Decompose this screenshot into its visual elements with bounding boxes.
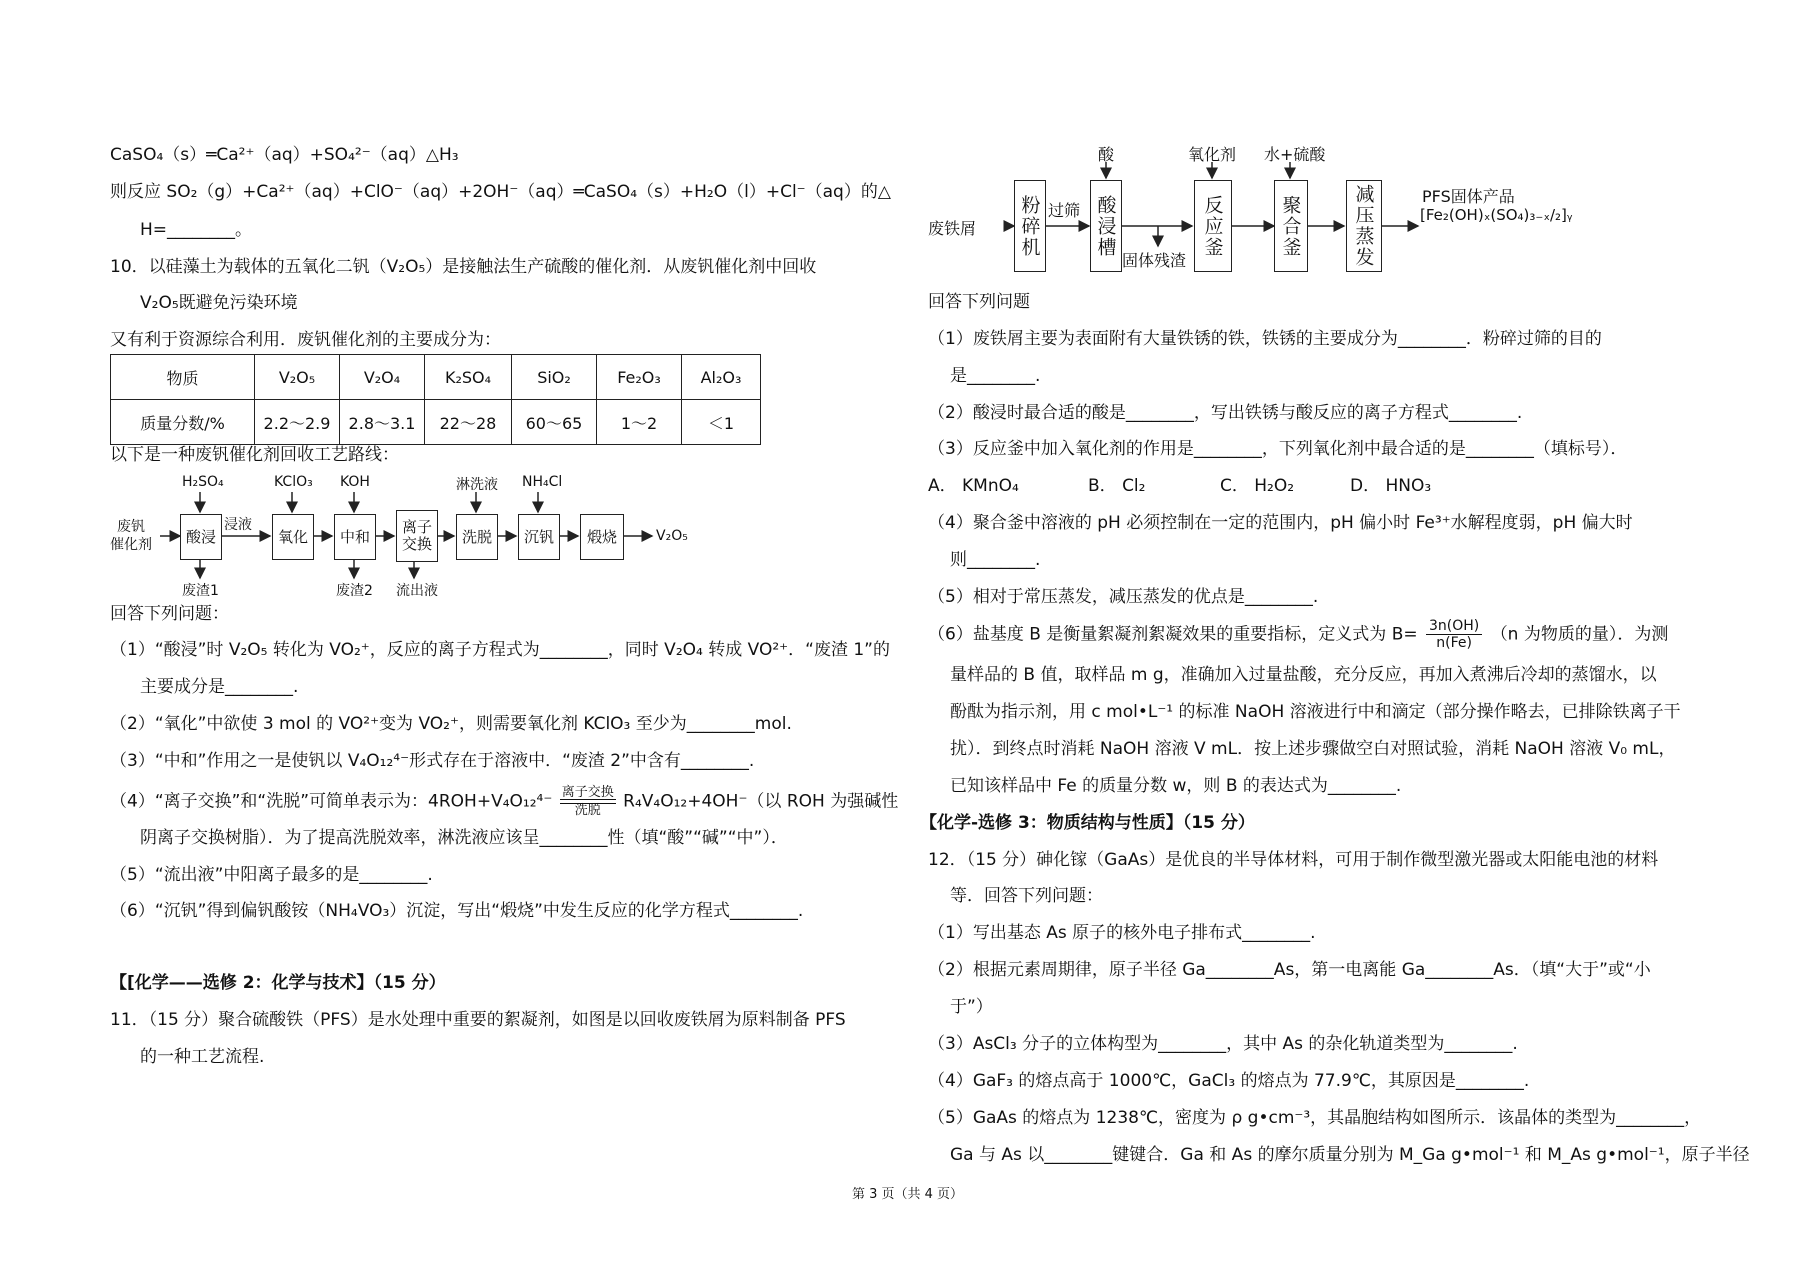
flow-mid-label: 浸液 [224, 517, 252, 533]
reversible-arrow [560, 786, 616, 817]
table-cell: Al₂O₃ [682, 355, 761, 400]
q10-part1-b: 主要成分是________. [140, 677, 299, 697]
table-cell: 2.8～3.1 [340, 400, 425, 445]
option-c: C． H₂O₂ [1220, 476, 1295, 496]
table-row [111, 400, 761, 445]
q12-part5-b: Ga 与 As 以________键键合．Ga 和 As 的摩尔质量分别为 M_Ga g•mol⁻¹ 和 M_As g•mol⁻¹，原子半径 [950, 1145, 1750, 1165]
q11-stem-2: 的一种工艺流程. [140, 1047, 265, 1067]
q11-part5: （5）相对于常压蒸发，减压蒸发的优点是________. [928, 587, 1319, 607]
option-b: B． Cl₂ [1088, 476, 1146, 496]
q10-part4-a [110, 786, 898, 817]
q11-part4-b: 则________. [950, 550, 1041, 570]
flow-top-h2so4: H₂SO₄ [182, 474, 224, 490]
pfs-step-vacuum-evap: 减压蒸发 [1346, 180, 1382, 272]
q12-part5-a: （5）GaAs 的熔点为 1238℃，密度为 ρ g•cm⁻³，其晶胞结构如图所示．该晶体的类型为________， [928, 1108, 1702, 1128]
table-cell: 2.2～2.9 [255, 400, 340, 445]
flow-start: 废钒 催化剂 [110, 519, 152, 553]
flow-bottom-residue2: 废渣2 [336, 583, 373, 599]
table-cell: 物质 [111, 355, 255, 400]
q12-part4: （4）GaF₃ 的熔点高于 1000℃，GaCl₃ 的熔点为 77.9℃，其原因是________. [928, 1071, 1530, 1091]
q11-part6-pre: （6）盐基度 B 是衡量絮凝剂絮凝效果的重要指标，定义式为 B= [928, 624, 1418, 645]
q10-part1-a: （1）“酸浸”时 V₂O₅ 转化为 VO₂⁺，反应的离子方程式为________，同时 V₂O₄ 转成 VO²⁺．“废渣 1”的 [110, 640, 890, 660]
q12-part3: （3）AsCl₃ 分子的立体构型为________，其中 As 的杂化轨道类型为________. [928, 1034, 1518, 1054]
flow-arrows [110, 470, 910, 600]
flow-top-nh4cl: NH₄Cl [522, 474, 563, 490]
pfs-step-grinder: 粉碎机 [1014, 180, 1046, 272]
table-cell: 22～28 [425, 400, 512, 445]
q11-options [928, 474, 1431, 498]
flow-top-koh: KOH [340, 474, 370, 490]
q11-part6-b: 量样品的 B 值，取样品 m g，准确加入过量盐酸，充分反应，再加入煮沸后冷却的蒸馏水，以 [950, 665, 1657, 685]
flow-end: V₂O₅ [656, 528, 688, 544]
table-cell: 1～2 [597, 400, 682, 445]
q10-stem-3: 又有利于资源综合利用．废钒催化剂的主要成分为： [110, 330, 501, 350]
pfs-top-acid: 酸 [1098, 145, 1115, 164]
table-cell: SiO₂ [512, 355, 597, 400]
table-cell: 60～65 [512, 400, 597, 445]
vanadium-flowchart [110, 470, 910, 600]
q11-part6-post: （n 为物质的量）．为测 [1490, 624, 1669, 645]
option-a: A． KMnO₄ [928, 476, 1019, 496]
pfs-product: PFS固体产品 [1422, 187, 1515, 206]
table-header-row [111, 355, 761, 400]
q11-part6-d: 扰）．到终点时消耗 NaOH 溶液 V mL．按上述步骤做空白对照试验，消耗 NaOH 溶液 V₀ mL， [950, 739, 1676, 759]
table-cell: 质量分数/% [111, 400, 255, 445]
q12-part1: （1）写出基态 As 原子的核外电子排布式________. [928, 923, 1316, 943]
q12-part2-a: （2）根据元素周期律，原子半径 Ga________As，第一电离能 Ga________As．（填“大于”或“小 [928, 960, 1651, 980]
table-cell: V₂O₄ [340, 355, 425, 400]
flow-step-acid-leach: 酸浸 [180, 514, 222, 560]
pfs-mid-label: 过筛 [1048, 201, 1081, 220]
eq-line-2: 则反应 SO₂（g）+Ca²⁺（aq）+ClO⁻（aq）+2OH⁻（aq）═CaSO₄（s）+H₂O（l）+Cl⁻（aq）的△ [110, 182, 891, 202]
q10-part4-pre: （4）“离子交换”和“洗脱”可简单表示为：4ROH+V₄O₁₂⁴⁻ [110, 791, 553, 812]
route-title: 以下是一种废钒催化剂回收工艺路线： [110, 445, 399, 465]
pfs-step-polymer-kettle: 聚合釜 [1274, 180, 1308, 272]
option-d: D． HNO₃ [1350, 476, 1432, 496]
table-cell: K₂SO₄ [425, 355, 512, 400]
q11-stem-1: 11．（15 分）聚合硫酸铁（PFS）是水处理中重要的絮凝剂，如图是以回收废铁屑为原料制备 PFS [110, 1010, 846, 1030]
section-heading-2: 【[化学——选修 2：化学与技术】（15 分） [110, 973, 446, 993]
pfs-top-water-acid: 水+硫酸 [1264, 145, 1326, 164]
eq-line-1: CaSO₄（s）═Ca²⁺（aq）+SO₄²⁻（aq）△H₃ [110, 145, 459, 165]
pfs-step-reactor: 反应釜 [1194, 180, 1232, 272]
q11-part6-a [928, 618, 1668, 651]
pfs-flowchart [928, 140, 1728, 280]
pfs-step-leach-tank: 酸浸槽 [1090, 180, 1122, 272]
flow-bottom-effluent: 流出液 [396, 583, 438, 599]
q11-part1-b: 是________. [950, 366, 1041, 386]
table-cell: Fe₂O₃ [597, 355, 682, 400]
q12-stem-2: 等．回答下列问题： [950, 886, 1103, 906]
flow-step-elute: 洗脱 [456, 514, 498, 560]
flow-top-wash: 淋洗液 [456, 477, 498, 493]
fraction-denominator: n(Fe) [1436, 635, 1472, 651]
q10-part5: （5）“流出液”中阳离子最多的是________. [110, 865, 433, 885]
q12-stem-1: 12．（15 分）砷化镓（GaAs）是优良的半导体材料，可用于制作微型激光器或太阳能电池的材料 [928, 850, 1659, 870]
flow-step-calcine: 煅烧 [580, 514, 624, 560]
q10-stem-2: V₂O₅既避免污染环境 [140, 293, 298, 313]
pfs-flow-start: 废铁屑 [928, 219, 977, 238]
eq-line-3: H=________。 [140, 220, 253, 240]
q11-part1-a: （1）废铁屑主要为表面附有大量铁锈的铁，铁锈的主要成分为________．粉碎过筛的目的 [928, 329, 1602, 349]
q11-part2: （2）酸浸时最合适的酸是________，写出铁锈与酸反应的离子方程式________. [928, 403, 1523, 423]
fraction-numerator: 3n(OH) [1426, 618, 1482, 635]
q10-part3: （3）“中和”作用之一是使钒以 V₄O₁₂⁴⁻形式存在于溶液中．“废渣 2”中含有________. [110, 751, 755, 771]
flow-top-kclo3: KClO₃ [274, 474, 313, 490]
q10-part4-b: 阴离子交换树脂）．为了提高洗脱效率，淋洗液应该呈________性（填“酸”“碱”“中”）． [140, 828, 788, 848]
flow-step-oxidize: 氧化 [272, 514, 314, 560]
q11-part4-a: （4）聚合釜中溶液的 pH 必须控制在一定的范围内，pH 偏小时 Fe³⁺水解程度弱，pH 偏大时 [928, 513, 1633, 533]
flow-step-ion-exchange: 离子 交换 [396, 510, 438, 562]
arrow-top-label: 离子交换 [561, 785, 614, 800]
answer-heading-right: 回答下列问题 [928, 292, 1030, 312]
q10-stem-1: 10．以硅藻土为载体的五氧化二钒（V₂O₅）是接触法生产硫酸的催化剂．从废钒催化剂中回收 [110, 257, 817, 277]
section-heading-3: 【化学-选修 3：物质结构与性质】（15 分） [920, 813, 1255, 833]
flow-step-precipitate: 沉钒 [518, 514, 560, 560]
answer-heading: 回答下列问题： [110, 604, 229, 624]
q10-part6: （6）“沉钒”得到偏钒酸铵（NH₄VO₃）沉淀，写出“煅烧”中发生反应的化学方程式________. [110, 901, 804, 921]
table-cell: V₂O₅ [255, 355, 340, 400]
flow-bottom-residue1: 废渣1 [182, 583, 219, 599]
b-fraction [1426, 618, 1482, 651]
flow-step-neutralize: 中和 [334, 514, 376, 560]
q11-part6-e: 已知该样品中 Fe 的质量分数 w，则 B 的表达式为________. [950, 776, 1402, 796]
q11-part6-c: 酚酞为指示剂，用 c mol•L⁻¹ 的标准 NaOH 溶液进行中和滴定（部分操作略去，已排除铁离子干 [950, 702, 1681, 722]
q12-part2-b: 于”） [950, 997, 993, 1017]
pfs-top-oxidant: 氧化剂 [1188, 145, 1237, 164]
page-footer: 第 3 页（共 4 页） [851, 1187, 964, 1202]
q10-part4-post: R₄V₄O₁₂+4OH⁻（以 ROH 为强碱性 [623, 791, 899, 812]
q11-part3: （3）反应釜中加入氧化剂的作用是________，下列氧化剂中最合适的是________（填标号）． [928, 439, 1628, 459]
pfs-residue: 固体残渣 [1122, 251, 1187, 270]
arrow-bottom-label: 洗脱 [560, 803, 616, 817]
table-cell: ＜1 [682, 400, 761, 445]
composition-table [110, 354, 761, 445]
pfs-formula: [Fe₂(OH)ₓ(SO₄)₃₋ₓ/₂]ᵧ [1420, 206, 1573, 224]
q10-part2: （2）“氧化”中欲使 3 mol 的 VO²⁺变为 VO₂⁺，则需要氧化剂 KClO₃ 至少为________mol. [110, 714, 792, 734]
